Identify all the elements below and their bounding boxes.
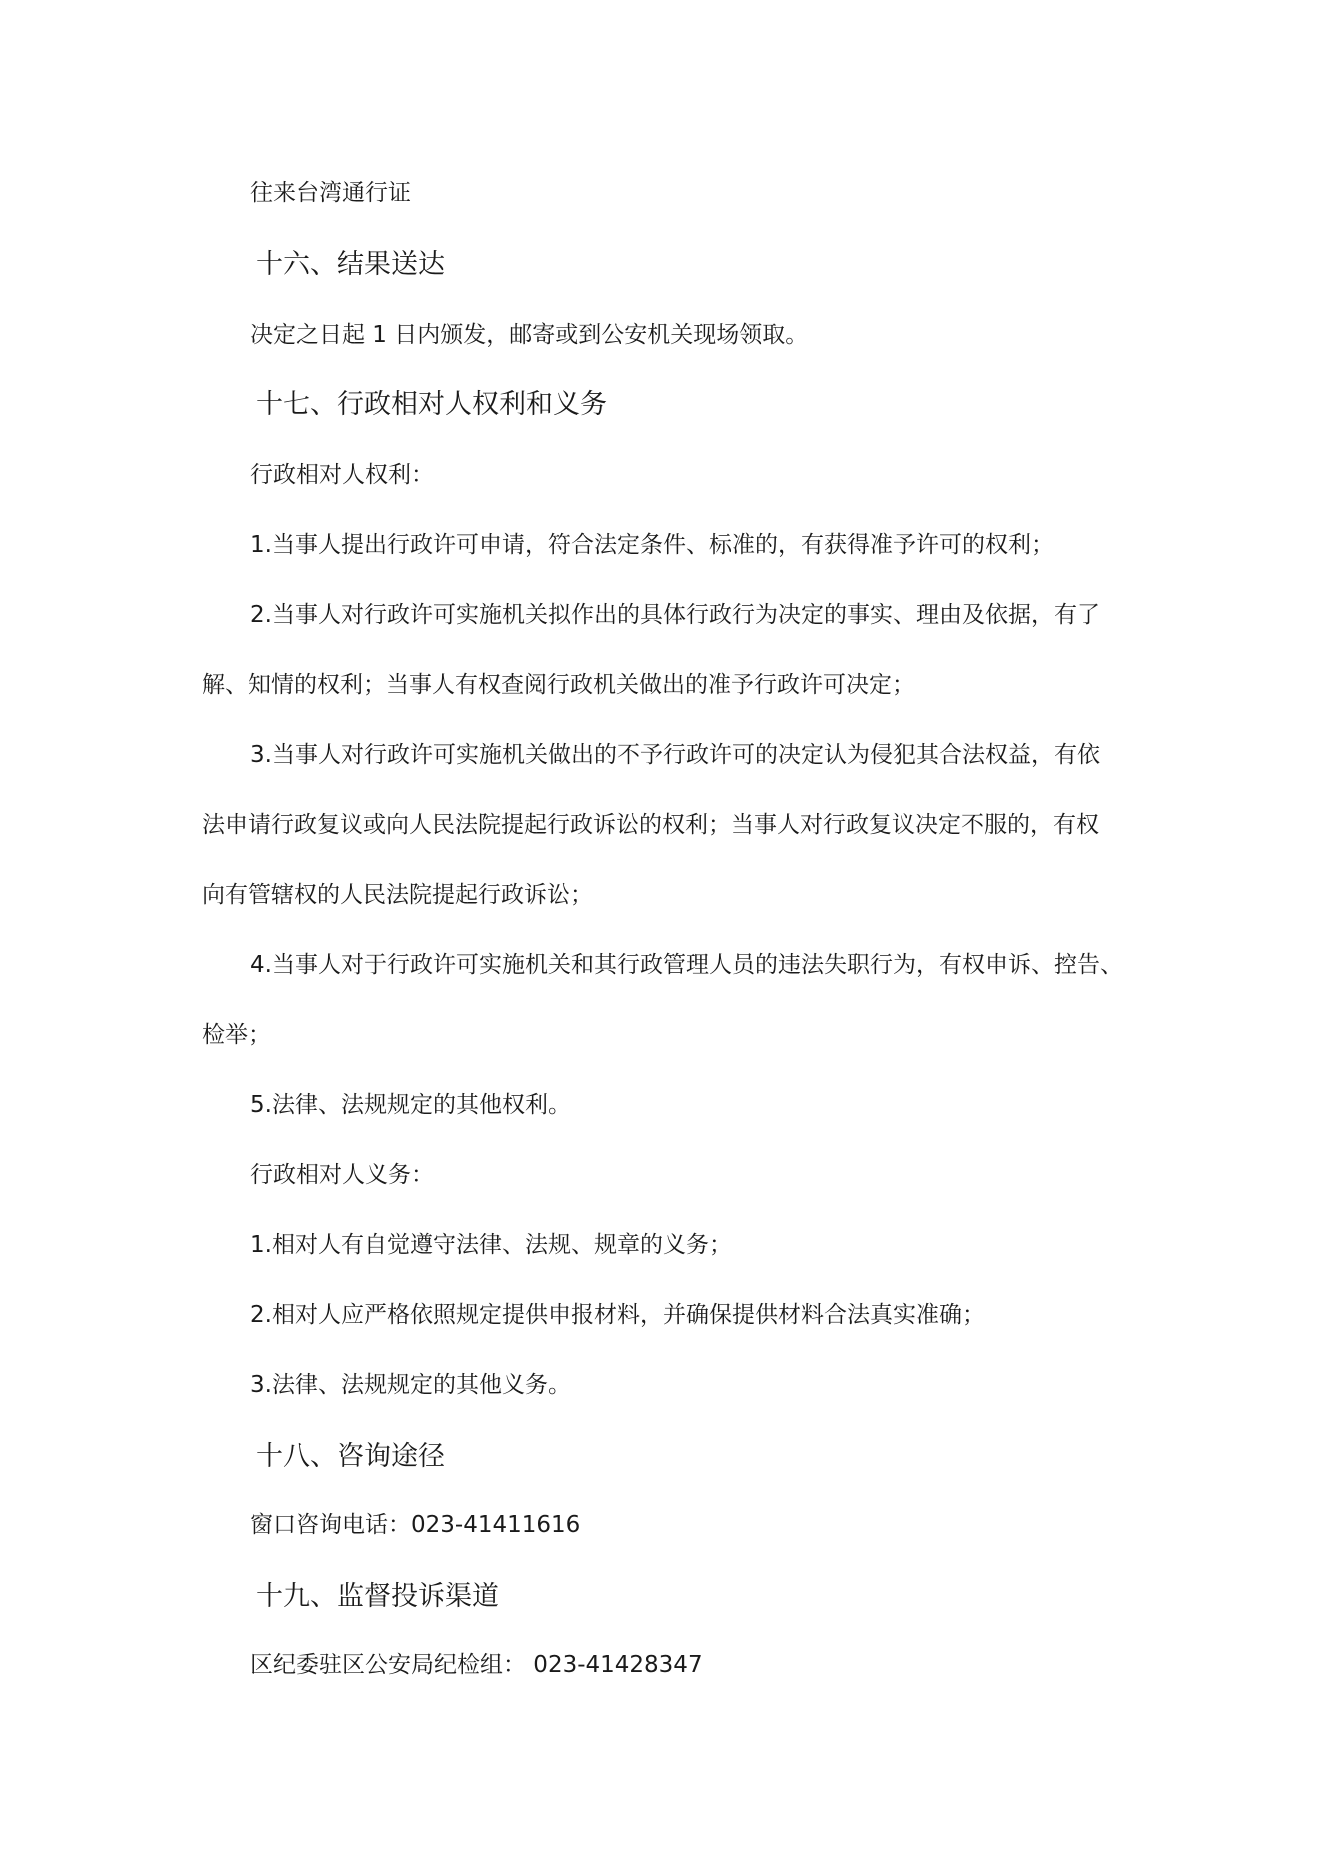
text-line-duty-3: 3.法律、法规规定的其他义务。 bbox=[250, 1372, 571, 1398]
section-heading-18: 十八、咨询途径 bbox=[256, 1441, 445, 1472]
text-line-consult-phone: 窗口咨询电话：023-41411616 bbox=[250, 1512, 581, 1538]
text-line-right-3c: 向有管辖权的人民法院提起行政诉讼； bbox=[202, 882, 593, 908]
text-line-delivery: 决定之日起 1 日内颁发，邮寄或到公安机关现场领取。 bbox=[250, 322, 809, 348]
text-line-permit-name: 往来台湾通行证 bbox=[250, 180, 411, 206]
text-line-right-5: 5.法律、法规规定的其他权利。 bbox=[250, 1092, 571, 1118]
section-heading-17: 十七、行政相对人权利和义务 bbox=[256, 389, 607, 420]
section-heading-16: 十六、结果送达 bbox=[256, 249, 445, 280]
section-heading-19: 十九、监督投诉渠道 bbox=[256, 1581, 499, 1612]
text-line-right-2b: 解、知情的权利；当事人有权查阅行政机关做出的准予行政许可决定； bbox=[202, 672, 915, 698]
text-line-right-3b: 法申请行政复议或向人民法院提起行政诉讼的权利；当事人对行政复议决定不服的，有权 bbox=[202, 812, 1099, 838]
text-line-rights-title: 行政相对人权利： bbox=[250, 462, 434, 488]
text-line-complaint-phone: 区纪委驻区公安局纪检组： 023-41428347 bbox=[250, 1652, 703, 1678]
text-line-right-4b: 检举； bbox=[202, 1022, 271, 1048]
text-line-duty-1: 1.相对人有自觉遵守法律、法规、规章的义务； bbox=[250, 1232, 732, 1258]
text-line-right-2a: 2.当事人对行政许可实施机关拟作出的具体行政行为决定的事实、理由及依据，有了 bbox=[250, 602, 1100, 628]
text-line-duties-title: 行政相对人义务： bbox=[250, 1162, 434, 1188]
text-line-right-3a: 3.当事人对行政许可实施机关做出的不予行政许可的决定认为侵犯其合法权益，有依 bbox=[250, 742, 1100, 768]
text-line-duty-2: 2.相对人应严格依照规定提供申报材料，并确保提供材料合法真实准确； bbox=[250, 1302, 985, 1328]
text-line-right-1: 1.当事人提出行政许可申请，符合法定条件、标准的，有获得准予许可的权利； bbox=[250, 532, 1054, 558]
text-line-right-4a: 4.当事人对于行政许可实施机关和其行政管理人员的违法失职行为，有权申诉、控告、 bbox=[250, 952, 1123, 978]
